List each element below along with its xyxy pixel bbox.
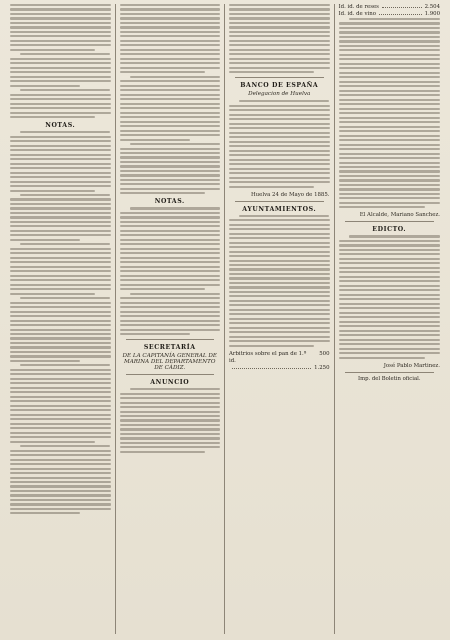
section-heading-anuncio: ANUNCIO [150, 379, 190, 387]
signature-jose-pablo: José Pablo Martinez. [383, 362, 440, 369]
text-block [120, 207, 221, 335]
dot-leader [379, 14, 422, 15]
figure-row-label: Arbitrios sobre el pan de 1.ª id. [229, 350, 307, 364]
text-block [120, 4, 221, 194]
text-block [120, 388, 221, 453]
section-subheading-banco: Delegacion de Huelva [248, 91, 311, 98]
column-1 [6, 4, 116, 634]
text-block [339, 18, 441, 208]
text-block [339, 235, 441, 358]
text-block [10, 4, 111, 118]
figure-row-value: 1.250 [314, 364, 330, 371]
figure-row-label: Id. id. de reses [338, 4, 379, 10]
text-block [229, 4, 330, 73]
section-subheading-secretaria: DE LA CAPITANÍA GENERAL DE MARINA DEL DEPARTAMENTO DE CÁDIZ. [122, 353, 217, 372]
divider [345, 221, 435, 222]
footer-imprint: Imp. del Boletin oficial. [357, 375, 421, 382]
figure-row-value: 500 [319, 350, 330, 357]
signature-alcalde: El Alcalde, Mariano Sanchez. [359, 212, 440, 219]
signature-huelva: Huelva 24 de Mayo de 1885. [250, 191, 330, 198]
divider [235, 201, 324, 202]
section-heading-edicto: EDICTO. [372, 226, 407, 234]
text-block [229, 100, 330, 187]
figure-row [339, 4, 441, 11]
figure-row [339, 11, 441, 18]
figure-row [229, 351, 330, 365]
dot-leader [382, 7, 422, 8]
divider [126, 339, 215, 340]
figure-row [229, 365, 330, 372]
divider [235, 77, 324, 78]
column-2 [116, 4, 226, 634]
figure-row-label: Id. id. de vino [338, 11, 376, 17]
figure-row-value: 2.504 [424, 4, 440, 10]
text-block [10, 131, 111, 514]
section-heading-secretaria: SECRETARÍA [143, 344, 196, 352]
section-heading-banco: BANCO DE ESPAÑA [240, 82, 319, 90]
figure-row-value: 1.900 [424, 11, 440, 17]
section-heading-notas-2: NOTAS. [154, 198, 185, 206]
dot-leader [232, 368, 311, 369]
section-heading-ayuntamientos: AYUNTAMIENTOS. [242, 205, 317, 213]
column-4 [335, 4, 445, 634]
section-heading-notas: NOTAS. [45, 122, 76, 130]
divider [126, 374, 215, 375]
divider [345, 372, 435, 373]
columns-container [6, 4, 444, 634]
text-block [229, 215, 330, 347]
column-3 [225, 4, 335, 634]
